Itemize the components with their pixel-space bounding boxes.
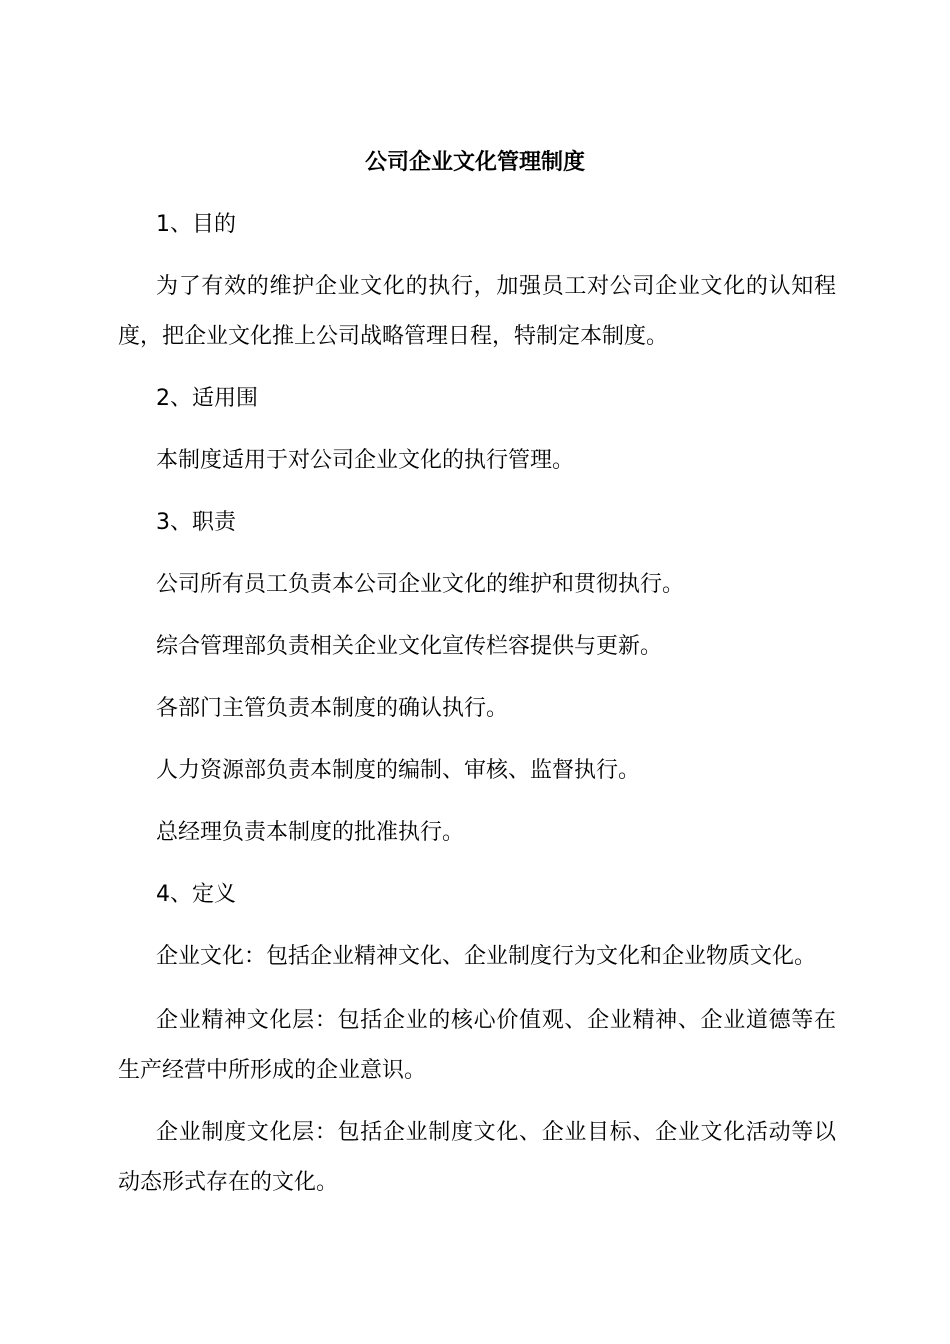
paragraph-definition-institutional-layer: 企业制度文化层：包括企业制度文化、企业目标、企业文化活动等以动态形式存在的文化。 <box>118 1120 836 1195</box>
paragraph-responsibility-all-staff: 公司所有员工负责本公司企业文化的维护和贯彻执行。 <box>156 572 685 597</box>
document-title: 公司企业文化管理制度 <box>364 150 585 175</box>
paragraph-purpose: 为了有效的维护企业文化的执行，加强员工对公司企业文化的认知程度，把企业文化推上公司战略管理日程，特制定本制度。 <box>118 274 836 349</box>
paragraph-responsibility-dept-heads: 各部门主管负责本制度的确认执行。 <box>156 696 509 721</box>
section-heading-definitions: 4、定义 <box>156 882 236 907</box>
paragraph-definition-spiritual-layer: 企业精神文化层：包括企业的核心价值观、企业精神、企业道德等在生产经营中所形成的企业意识。 <box>118 1008 836 1083</box>
section-heading-purpose: 1、目的 <box>156 212 236 237</box>
section-heading-scope: 2、适用围 <box>156 386 258 411</box>
section-heading-responsibilities: 3、职责 <box>156 510 236 535</box>
paragraph-responsibility-admin-dept: 综合管理部负责相关企业文化宣传栏容提供与更新。 <box>156 634 663 659</box>
paragraph-responsibility-gm: 总经理负责本制度的批准执行。 <box>156 820 465 845</box>
paragraph-scope: 本制度适用于对公司企业文化的执行管理。 <box>156 448 575 473</box>
paragraph-definition-culture: 企业文化：包括企业精神文化、企业制度行为文化和企业物质文化。 <box>156 944 817 969</box>
paragraph-responsibility-hr: 人力资源部负责本制度的编制、审核、监督执行。 <box>156 758 641 783</box>
